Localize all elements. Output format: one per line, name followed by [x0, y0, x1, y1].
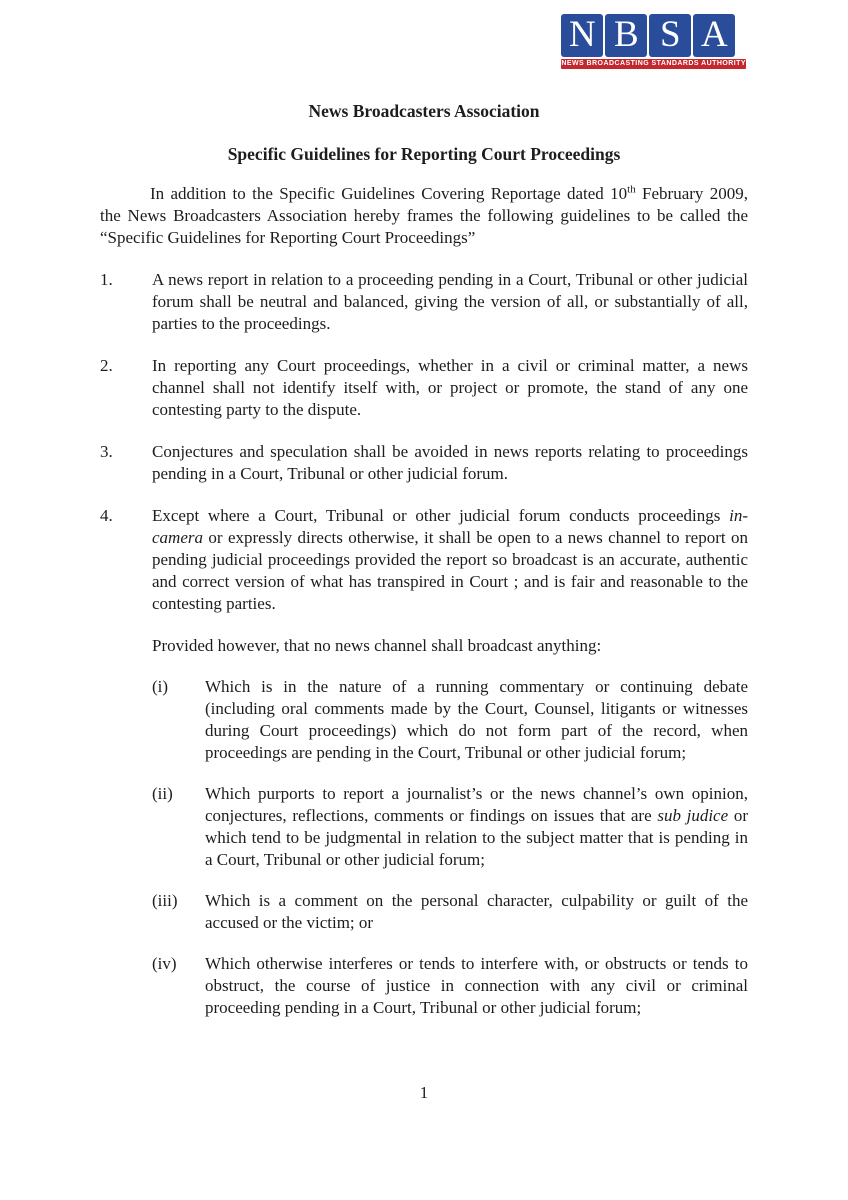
sub-item-number: (iv) [152, 954, 177, 973]
sub-item-text-end: or which tend to be judgmental in relation to the subject matter that is pending in a Court, Tribunal or other judicial forum; [205, 806, 748, 869]
guideline-number: 3. [100, 442, 113, 461]
page-number: 1 [419, 1083, 429, 1102]
guideline-item-3 [100, 441, 748, 485]
document-title: News Broadcasters Association [308, 101, 540, 121]
guideline-text: Conjectures and speculation shall be avoided in news reports relating to proceedings pending in a Court, Tribunal or other judicial forum. [152, 442, 748, 483]
sub-item-ii [152, 783, 748, 871]
sub-item-i [152, 676, 748, 764]
italic-term-in-camera: in-camera [152, 506, 748, 547]
sub-item-text: Which is in the nature of a running commentary or continuing debate (including oral comments made by the Court, Counsel, litigants or witnesses during Court proceedings) which do not form part of the record, when proceedings are pending in the Court, Tribunal or other judicial forum; [205, 677, 748, 762]
sub-item-number: (ii) [152, 784, 173, 803]
sub-item-iii [152, 890, 748, 934]
sub-item-number: (iii) [152, 891, 178, 910]
document-subtitle: Specific Guidelines for Reporting Court Proceedings [227, 144, 621, 164]
guideline-text [152, 505, 748, 615]
guideline-number: 1. [100, 270, 113, 289]
guideline-number: 2. [100, 356, 113, 375]
guideline-item-2 [100, 355, 748, 421]
logo-banner-text: NEWS BROADCASTING STANDARDS AUTHORITY [561, 60, 746, 67]
guideline-text: In reporting any Court proceedings, whether in a civil or criminal matter, a news channel shall not identify itself with, or project or promote, the stand of any one contesting party to the dispute. [152, 356, 748, 419]
sub-item-text-start: Which purports to report a journalist’s or the news channel’s own opinion, conjectures, reflections, comments or findings on issues that are [205, 784, 748, 825]
intro-paragraph [100, 183, 748, 249]
intro-text-end: February 2009, the News Broadcasters Association hereby frames the following guidelines to be called the “Specific Guidelines for Reporting Court Proceedings” [100, 184, 748, 247]
guideline-text: A news report in relation to a proceeding pending in a Court, Tribunal or other judicial forum shall be neutral and balanced, giving the version of all, or substantially of all, parties to the proceedings. [152, 270, 748, 333]
nbsa-logo [561, 14, 746, 69]
sub-item-text: Which otherwise interferes or tends to interfere with, or obstructs or tends to obstruct, the course of justice in connection with any civil or criminal proceeding pending in a Court, Tribunal or other judicial forum; [205, 954, 748, 1017]
logo-letter-s: S [649, 14, 691, 57]
nbsa-logo-tiles [561, 14, 746, 57]
guideline-item-1 [100, 269, 748, 335]
guideline-text-end: or expressly directs otherwise, it shall be open to a news channel to report on pending judicial proceedings provided the report so broadcast is an accurate, authentic and correct version of what has transpired in Court ; and is fair and reasonable to the contesting parties. [152, 528, 748, 613]
proviso-line: Provided however, that no news channel shall broadcast anything: [152, 636, 602, 655]
intro-text-start: In addition to the Specific Guidelines Covering Reportage dated 10 [150, 184, 628, 203]
logo-letter-n: N [561, 14, 603, 57]
guideline-number: 4. [100, 506, 113, 525]
sub-item-number: (i) [152, 677, 169, 696]
ordinal-superscript: th [627, 183, 636, 196]
document-body [0, 100, 848, 1019]
guideline-item-4 [100, 505, 748, 615]
logo-letter-b: B [605, 14, 647, 57]
guideline-text-start: Except where a Court, Tribunal or other judicial forum conducts proceedings [152, 506, 730, 525]
page-header [0, 0, 848, 69]
sub-item-text [205, 783, 748, 871]
italic-term-sub-judice: sub judice [657, 806, 729, 825]
sub-item-text: Which is a comment on the personal character, culpability or guilt of the accused or the victim; or [205, 891, 748, 932]
logo-letter-a: A [693, 14, 735, 57]
sub-item-iv [152, 953, 748, 1019]
